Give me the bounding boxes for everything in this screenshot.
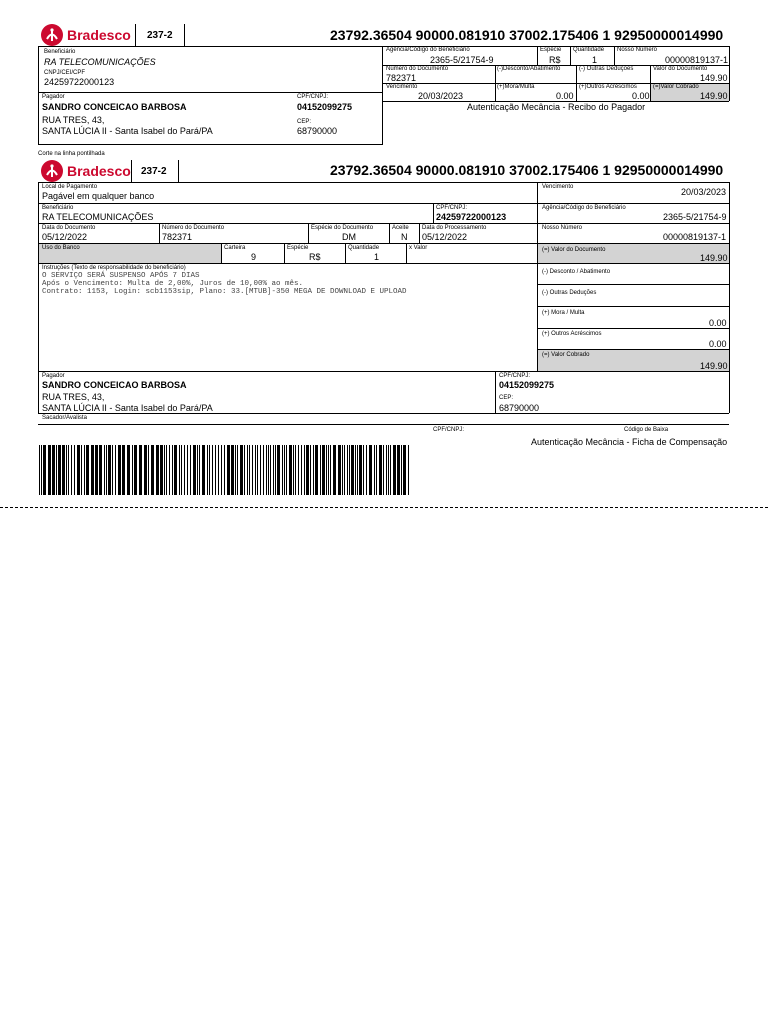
barcode-bar [342, 445, 343, 495]
barcode-bar [62, 445, 65, 495]
label-local-pagamento: Local de Pagamento [42, 184, 98, 190]
barcode-bar [56, 445, 57, 495]
numero-documento-ficha-value: 782371 [162, 232, 193, 242]
barcode-bar [273, 445, 274, 495]
label-beneficiario-ficha: Beneficiário [42, 205, 74, 211]
barcode-bar [237, 445, 238, 495]
label-instrucoes: Instruções (Texto de responsabilidade do beneficiário) [42, 265, 186, 271]
label-x-valor: x Valor [409, 245, 428, 251]
label-cpf: CPF/CNPJ: [297, 94, 329, 100]
label-desconto: (-)Desconto/Abatimento [497, 66, 561, 72]
barcode-bar [374, 445, 375, 495]
label-especie-ficha: Espécie [287, 245, 309, 251]
barcode-bar [118, 445, 121, 495]
barcode-bar [366, 445, 367, 495]
barcode-bar [260, 445, 261, 495]
barcode-bar [199, 445, 200, 495]
barcode-bar [249, 445, 250, 495]
barcode-bar [112, 445, 113, 495]
barcode-bar [315, 445, 318, 495]
barcode-bar [190, 445, 191, 495]
barcode-bar [122, 445, 125, 495]
especie-value: R$ [549, 55, 561, 65]
barcode-bar [298, 445, 299, 495]
barcode-bar [71, 445, 72, 495]
label-quantidade: Quantidade [573, 47, 605, 53]
especie-documento-value: DM [342, 232, 356, 242]
barcode-bar [68, 445, 69, 495]
cut-line-label: Corte na linha pontilhada [38, 151, 105, 157]
pagador-cpf-ficha: 04152099275 [499, 380, 555, 390]
barcode-bar [43, 445, 46, 495]
barcode-bar [310, 445, 311, 495]
barcode-bar [355, 445, 356, 495]
valor-cobrado-ficha-value: 149.90 [700, 361, 728, 371]
barcode-bar [235, 445, 236, 495]
label-data-documento: Data do Documento [42, 225, 96, 231]
barcode-bar [132, 445, 133, 495]
barcode-bar [160, 445, 163, 495]
barcode-bar [268, 445, 269, 495]
barcode-bar [401, 445, 402, 495]
barcode-bar [313, 445, 314, 495]
label-cep: CEP: [297, 119, 312, 125]
carteira-value: 9 [251, 252, 257, 262]
barcode-bar [247, 445, 248, 495]
pagador-name: SANDRO CONCEICAO BARBOSA [42, 102, 187, 112]
label-especie-documento: Espécie do Documento [311, 225, 374, 231]
label-carteira: Carteira [224, 245, 246, 251]
barcode-bar [41, 445, 42, 495]
bank-logo [41, 24, 131, 46]
barcode-icon [39, 445, 409, 495]
label-outras-deducoes: (-) Outras Deduções [579, 66, 634, 72]
label-valor-cobrado: (=)Valor Cobrado [653, 84, 699, 90]
pagador-address-2-ficha: SANTA LÚCIA II - Santa Isabel do Pará/PA [42, 403, 213, 413]
mora-value: 0.00 [556, 91, 574, 101]
nosso-numero-value: 00000819137-1 [665, 55, 729, 65]
quantidade-value: 1 [592, 55, 598, 65]
bank-code: 237-2 [147, 30, 173, 41]
label-valor-documento-ficha: (=) Valor do Documento [542, 247, 606, 253]
barcode-bar [58, 445, 61, 495]
barcode-bar [166, 445, 167, 495]
data-processamento-value: 05/12/2022 [422, 232, 468, 242]
barcode-bar [328, 445, 329, 495]
barcode-bar [363, 445, 364, 495]
barcode-bar [151, 445, 154, 495]
barcode-bar [284, 445, 285, 495]
barcode-bar [244, 445, 245, 495]
barcode-bar [403, 445, 406, 495]
cnpj-value: 24259722000123 [44, 77, 115, 87]
barcode-bar [282, 445, 283, 495]
valor-cobrado-value: 149.90 [700, 91, 728, 101]
barcode-bar [349, 445, 350, 495]
barcode-bar [215, 445, 216, 495]
data-documento-value: 05/12/2022 [42, 232, 88, 242]
outros-acrescimos-value: 0.00 [632, 91, 650, 101]
barcode-bar [84, 445, 85, 495]
barcode-bar [193, 445, 196, 495]
barcode-bar [209, 445, 210, 495]
pagador-address-2: SANTA LÚCIA II - Santa Isabel do Pará/PA [42, 126, 213, 136]
barcode-bar [108, 445, 111, 495]
label-valor-cobrado-ficha: (=) Valor Cobrado [542, 352, 590, 358]
barcode-bar [66, 445, 67, 495]
bradesco-tree-icon [41, 24, 63, 46]
barcode-bar [390, 445, 391, 495]
barcode-bar [257, 445, 258, 495]
barcode-bar [386, 445, 387, 495]
pagador-address-1-ficha: RUA TRES, 43, [42, 392, 105, 402]
barcode-bar [224, 445, 225, 495]
barcode-bar [383, 445, 384, 495]
mora-ficha-value: 0.00 [709, 318, 727, 328]
numero-documento-value: 782371 [386, 73, 417, 83]
barcode-bar [388, 445, 389, 495]
label-beneficiario: Beneficiário [44, 49, 76, 55]
label-agencia-ficha: Agência/Código do Beneficiário [542, 205, 626, 211]
barcode-bar [275, 445, 276, 495]
barcode-bar [86, 445, 89, 495]
barcode-bar [351, 445, 354, 495]
label-agencia: Agência/Código do Beneficiário [386, 47, 470, 53]
barcode-bar [74, 445, 75, 495]
barcode-bar [156, 445, 159, 495]
barcode-bar [326, 445, 327, 495]
barcode-bar [218, 445, 219, 495]
label-mora: (+)Mora/Multa [497, 84, 535, 90]
label-codigo-baixa: Código de Baixa [624, 427, 669, 433]
bank-name: Bradesco [67, 27, 131, 43]
label-outros-acrescimos: (+)Outros Acréscimos [579, 84, 637, 90]
barcode-bar [99, 445, 102, 495]
ficha-authentication: Autenticação Mecância - Ficha de Compensação [531, 437, 728, 447]
barcode-bar [320, 445, 321, 495]
digitable-line-ficha: 23792.36504 90000.081910 37002.175406 1 92950000014990 [330, 162, 724, 178]
bank-code-ficha: 237-2 [141, 166, 167, 177]
barcode-bar [240, 445, 243, 495]
nosso-numero-ficha-value: 00000819137-1 [663, 232, 727, 242]
barcode-bar [115, 445, 116, 495]
barcode-bar [270, 445, 271, 495]
barcode-bar [179, 445, 180, 495]
pagador-cep: 68790000 [297, 126, 338, 136]
valor-documento-value: 149.90 [700, 73, 728, 83]
barcode-bar [184, 445, 185, 495]
label-data-processamento: Data do Processamento [422, 225, 487, 231]
label-outras-deducoes-ficha: (-) Outras Deduções [542, 290, 597, 296]
label-cnpj: CNPJ/CEI/CPF [44, 70, 86, 76]
label-cpf-sacador: CPF/CNPJ: [433, 427, 465, 433]
barcode-bar [77, 445, 80, 495]
valor-documento-ficha-value: 149.90 [700, 253, 728, 263]
label-aceite: Aceite [392, 225, 409, 231]
barcode-bar [333, 445, 336, 495]
barcode-bar [95, 445, 98, 495]
barcode-bar [286, 445, 287, 495]
barcode-bar [81, 445, 82, 495]
label-quantidade-ficha: Quantidade [348, 245, 380, 251]
barcode-bar [164, 445, 165, 495]
label-uso-banco: Uso do Banco [42, 245, 80, 251]
beneficiario-ficha-value: RA TELECOMUNICAÇÕES [42, 212, 154, 222]
label-valor-documento: Valor do Documento [653, 66, 708, 72]
barcode-bar [212, 445, 213, 495]
barcode-bar [127, 445, 130, 495]
label-nosso-numero: Nosso Número [617, 47, 658, 53]
pagador-address-1: RUA TRES, 43, [42, 115, 105, 125]
bank-name-ficha: Bradesco [67, 163, 131, 179]
cut-dashed-line [0, 507, 768, 508]
digitable-line: 23792.36504 90000.081910 37002.175406 1 92950000014990 [330, 27, 724, 43]
barcode-bar [207, 445, 208, 495]
barcode-bar [48, 445, 51, 495]
barcode-bar [104, 445, 105, 495]
barcode-bar [172, 445, 173, 495]
barcode-bar [148, 445, 149, 495]
barcode-bar [304, 445, 305, 495]
label-numero-documento: Número do Documento [386, 66, 449, 72]
barcode-bar [301, 445, 302, 495]
barcode-bar [266, 445, 267, 495]
barcode-bar [52, 445, 55, 495]
barcode-bar [306, 445, 309, 495]
barcode-bar [91, 445, 94, 495]
label-numero-documento-ficha: Número do Documento [162, 225, 225, 231]
barcode-bar [397, 445, 400, 495]
barcode-bar [408, 445, 409, 495]
barcode-bar [393, 445, 396, 495]
receipt-authentication: Autenticação Mecância - Recibo do Pagador [467, 102, 646, 112]
local-pagamento-value: Pagável em qualquer banco [42, 191, 155, 201]
pagador-cpf: 04152099275 [297, 102, 353, 112]
label-especie: Espécie [540, 47, 562, 53]
label-pagador: Pagador [42, 94, 65, 100]
barcode-bar [134, 445, 137, 495]
barcode-bar [227, 445, 230, 495]
barcode-bar [39, 445, 40, 495]
label-vencimento: Vencimento [386, 84, 418, 90]
barcode-bar [252, 445, 253, 495]
barcode-bar [263, 445, 264, 495]
barcode-bar [295, 445, 296, 495]
barcode-bar [338, 445, 341, 495]
barcode-bar [187, 445, 188, 495]
label-vencimento-ficha: Vencimento [542, 184, 574, 190]
barcode-bar [106, 445, 107, 495]
label-desconto-ficha: (-) Desconto / Abatimento [542, 269, 611, 275]
bradesco-tree-icon [41, 160, 63, 182]
label-pagador-ficha: Pagador [42, 373, 65, 379]
barcode-bar [357, 445, 358, 495]
especie-ficha-value: R$ [309, 252, 321, 262]
label-outros-acrescimos-ficha: (+) Outros Acréscimos [542, 331, 602, 337]
barcode-bar [174, 445, 177, 495]
barcode-bar [221, 445, 222, 495]
instrucao-line-3: Contrato: 1153, Login: scb1153sip, Plano: 33.[MTUB]-350 MEGA DE DOWNLOAD E UPLOAD [42, 288, 407, 296]
quantidade-ficha-value: 1 [374, 252, 380, 262]
barcode-bar [322, 445, 325, 495]
barcode-bar [255, 445, 256, 495]
barcode-bar [289, 445, 292, 495]
label-cpf-pagador-ficha: CPF/CNPJ: [499, 373, 531, 379]
barcode-bar [347, 445, 348, 495]
barcode-bar [169, 445, 170, 495]
pagador-name-ficha: SANDRO CONCEICAO BARBOSA [42, 380, 187, 390]
barcode-bar [139, 445, 142, 495]
instrucao-line-1: O SERVIÇO SERÁ SUSPENSO APÓS 7 DIAS [42, 272, 200, 280]
aceite-value: N [401, 232, 408, 242]
barcode-bar [369, 445, 372, 495]
label-mora-ficha: (+) Mora / Multa [542, 310, 585, 316]
vencimento-ficha-value: 20/03/2023 [681, 187, 727, 197]
instrucao-line-2: Após o Vencimento: Multa de 2,00%, Juros de 10,00% ao mês. [42, 280, 304, 288]
pagador-cep-ficha: 68790000 [499, 403, 540, 413]
vencimento-value: 20/03/2023 [418, 91, 464, 101]
barcode-bar [202, 445, 205, 495]
label-sacador: Sacador/Avalista [42, 415, 87, 421]
barcode-bar [231, 445, 234, 495]
beneficiario-value: RA TELECOMUNICAÇÕES [44, 57, 156, 67]
barcode-bar [359, 445, 362, 495]
barcode-bar [197, 445, 198, 495]
barcode-bar [277, 445, 280, 495]
label-cpf-cnpj-ficha: CPF/CNPJ: [436, 205, 468, 211]
agencia-ficha-value: 2365-5/21754-9 [663, 212, 727, 222]
barcode-bar [293, 445, 294, 495]
barcode-bar [344, 445, 345, 495]
label-cep-ficha: CEP: [499, 395, 514, 401]
agencia-value: 2365-5/21754-9 [430, 55, 494, 65]
barcode-bar [181, 445, 182, 495]
barcode-bar [330, 445, 331, 495]
cnpj-ficha-value: 24259722000123 [436, 212, 507, 222]
bank-logo-ficha [41, 160, 131, 182]
outros-acrescimos-ficha-value: 0.00 [709, 339, 727, 349]
barcode-bar [144, 445, 147, 495]
barcode-bar [376, 445, 377, 495]
barcode-bar [379, 445, 382, 495]
label-nosso-numero-ficha: Nosso Número [542, 225, 583, 231]
